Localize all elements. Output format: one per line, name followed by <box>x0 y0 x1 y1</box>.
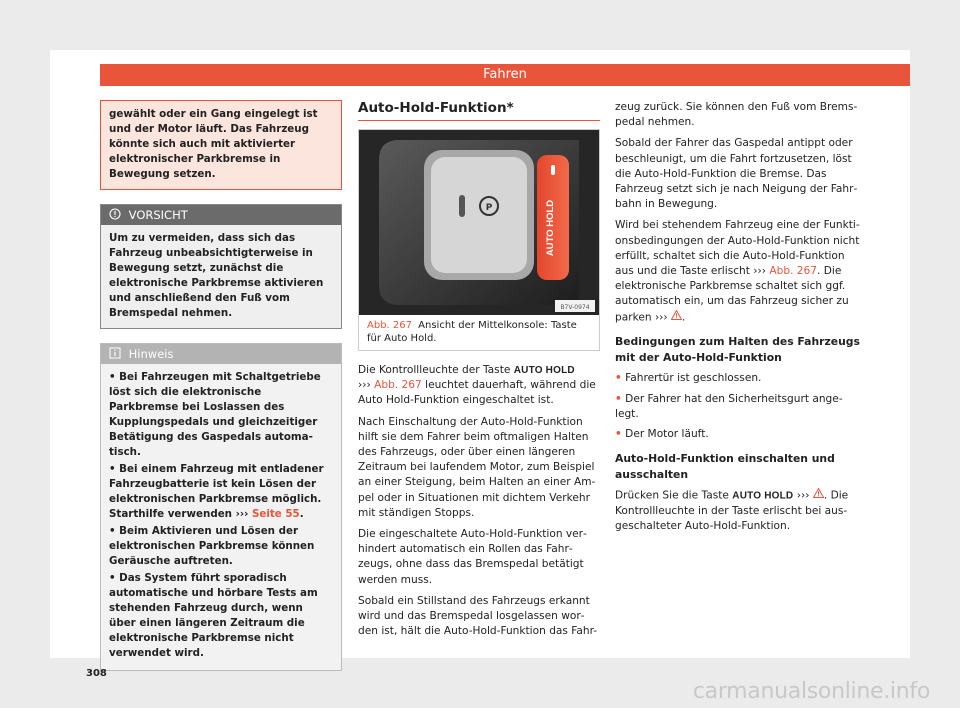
figure-caption <box>359 315 599 350</box>
figure-caption-text: Ansicht der Mittelkonsole: Taste für Auto Hold. <box>367 320 577 344</box>
auto-hold-button-label: AUTO HOLD <box>545 199 556 257</box>
caution-header <box>101 205 341 225</box>
list-item: • Fahrertür ist geschlossen. <box>615 372 762 385</box>
warning-triangle-icon[interactable] <box>813 488 824 503</box>
list-item: • Der Fahrer hat den Sicherheitsgurt angelegt. <box>615 392 843 420</box>
column-middle <box>358 100 600 645</box>
column-left <box>100 100 342 671</box>
manual-page <box>50 50 910 679</box>
paragraph: zeug zurück. Sie können den Fuß vom Bremspedal nehmen. <box>615 101 858 129</box>
note-item: • Bei Fahrzeugen mit Schaltgetriebe löst sich die elektronische Parkbremse bei Loslassen des Kupplungspedals und gleichzeitiger Betätigung des Gaspedals automatisch. <box>109 371 321 458</box>
auto-hold-key: AUTO HOLD <box>732 490 794 502</box>
caution-title: VORSICHT <box>128 208 188 222</box>
note-header <box>101 344 341 364</box>
figure-code: B7V-0974 <box>560 304 590 311</box>
figure <box>358 129 600 351</box>
note-item: • Das System führt sporadisch automatische und hörbare Tests am stehenden Fahrzeug durch, wenn über einen längeren Zeitraum die elektronische Parkbremse nicht verwendet wird. <box>109 572 318 659</box>
page-link[interactable]: Seite 55 <box>251 508 300 520</box>
note-body <box>101 364 341 670</box>
figure-link[interactable]: Abb. 267 <box>769 265 818 278</box>
paragraph: Die Kontrollleuchte der Taste AUTO HOLD ››› Abb. 267 leuchtet dauerhaft, während die Auto Hold-Funktion eingeschaltet ist. <box>358 364 596 407</box>
page-number: 308 <box>86 668 107 679</box>
exclamation-circle-icon <box>109 206 121 226</box>
note-box <box>100 343 342 671</box>
subheading-switch: Auto-Hold-Funktion einschalten und ausschalten <box>615 452 835 481</box>
caution-body: Um zu vermeiden, dass sich das Fahrzeug unbeabsichtigterweise in Bewegung setzt, zunächst die elektronische Parkbremse aktivieren und anschließend den Fuß vom Bremspedal nehmen. <box>101 225 341 328</box>
page-header: Fahren <box>100 64 910 86</box>
console-image <box>359 130 599 315</box>
center-console-illustration <box>359 130 599 315</box>
warning-box-continued <box>100 100 342 190</box>
auto-hold-key: AUTO HOLD <box>513 365 575 376</box>
figure-link[interactable]: Abb. 267 <box>374 379 422 392</box>
svg-text:P: P <box>485 203 493 213</box>
paragraph: Sobald der Fahrer das Gaspedal antippt oder beschleunigt, um die Fahrt fortzusetzen, löst die Auto-Hold-Funktion die Bremse. Das Fahrzeug setzt sich je nach Neigung der Fahrbahn in Bewegung. <box>615 137 858 211</box>
info-icon <box>109 345 121 365</box>
paragraph: Sobald ein Stillstand des Fahrzeugs erkannt wird und das Bremspedal losgelassen worden ist, hält die Auto-Hold-Funktion das Fahr- <box>358 594 598 638</box>
section-title: Auto-Hold-Funktion* <box>358 100 600 121</box>
warning-text: gewählt oder ein Gang eingelegt ist und der Motor läuft. Das Fahrzeug könnte sich auch mit aktivierter elektronischer Parkbremse in Bewegung setzen. <box>109 108 318 180</box>
column-right <box>615 100 860 540</box>
caution-box <box>100 204 342 329</box>
note-item: • Bei einem Fahrzeug mit entladener Fahrzeugbatterie ist kein Lösen der elektronischen Parkbremse möglich. Starthilfe verwenden ››› Seite 55. <box>109 463 324 520</box>
subheading-conditions: Bedingungen zum Halten des Fahrzeugs mit der Auto-Hold-Funktion <box>615 335 860 364</box>
paragraph: Nach Einschaltung der Auto-Hold-Funktion hilft sie dem Fahrer beim oftmaligen Halten des Fahrzeugs, oder über einen längeren Zeitraum bei laufendem Motor, zum Beispiel an einer Steigung, beim Halten an einer Ampel oder in Situationen mit dichtem Verkehr mit ständigen Stopps. <box>358 415 596 519</box>
paragraph: Die eingeschaltete Auto-Hold-Funktion verhindert automatisch ein Rollen das Fahrzeugs, ohne dass das Bremspedal betätigt werden muss. <box>358 528 587 586</box>
paragraph: Wird bei stehendem Fahrzeug eine der Funktionsbedingungen der Auto-Hold-Funktion nicht erfüllt, schaltet sich die Auto-Hold-Funktion aus und die Taste erlischt ››› Abb. 267. Die elektronische Parkbremse schaltet sich ggf. automatisch ein, um das Fahrzeug sicher zu parken ››› . <box>615 219 860 324</box>
watermark: carmanualsonline.info <box>692 679 930 704</box>
note-title: Hinweis <box>128 347 174 361</box>
paragraph: Drücken Sie die Taste AUTO HOLD ››› . Die Kontrollleuchte in der Taste erlischt bei ausgeschalteter Auto-Hold-Funktion. <box>615 489 849 533</box>
warning-triangle-icon[interactable] <box>671 310 682 325</box>
note-item: • Beim Aktivieren und Lösen der elektronischen Parkbremse können Geräusche auftreten. <box>109 525 315 567</box>
figure-number: Abb. 267 <box>367 320 412 331</box>
list-item: • Der Motor läuft. <box>615 428 709 441</box>
